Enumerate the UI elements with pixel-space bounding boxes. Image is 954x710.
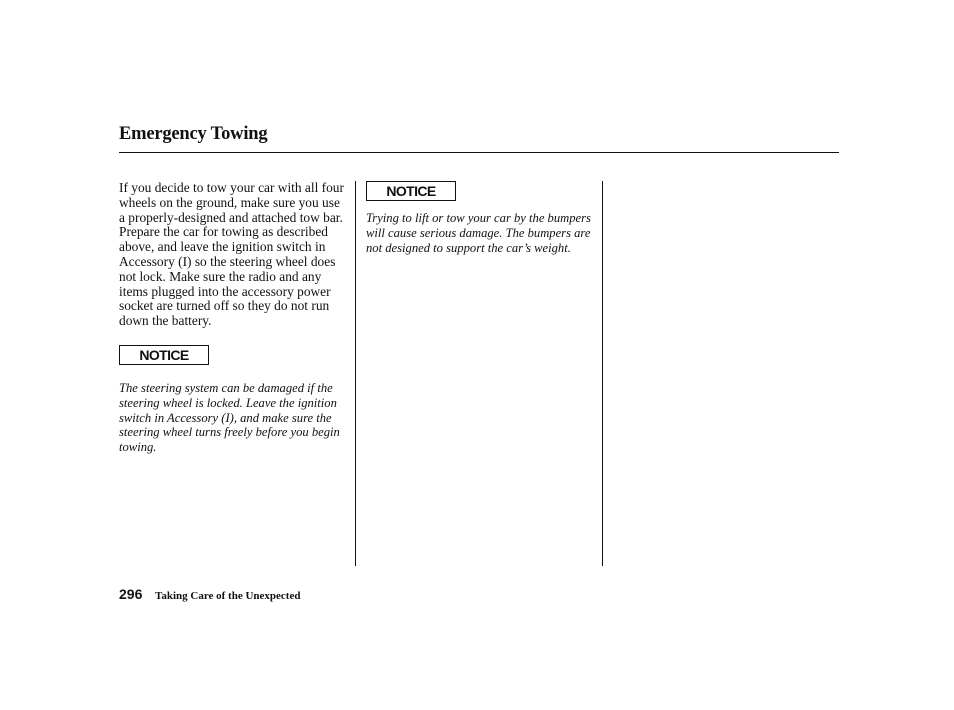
column-divider [602,181,603,566]
middle-column [366,181,591,255]
title-rule [119,152,839,153]
left-column [119,181,347,455]
towing-instructions: If you decide to tow your car with all four wheels on the ground, make sure you use a properly-designed and attached tow bar. Prepare the car for towing as described above, and leave the ignition switch in Accessory (I) so the steering wheel does not lock. Make sure the radio and any items plugged into the accessory power socket are turned off so they do not run down the battery. [119,180,344,329]
page-title: Emergency Towing [119,124,268,144]
steering-notice-text: The steering system can be damaged if the steering wheel is locked. Leave the ignition switch in Accessory (I), and make sure the steering wheel turns freely before you begin towing. [119,380,340,455]
bumper-notice-text: Trying to lift or tow your car by the bumpers will cause serious damage. The bumpers are not designed to support the car’s weight. [366,211,591,255]
column-divider [355,181,356,566]
notice-label: NOTICE [366,181,456,201]
notice-label: NOTICE [119,345,209,365]
page-number: 296 [119,586,143,602]
section-title: Taking Care of the Unexpected [155,590,301,602]
